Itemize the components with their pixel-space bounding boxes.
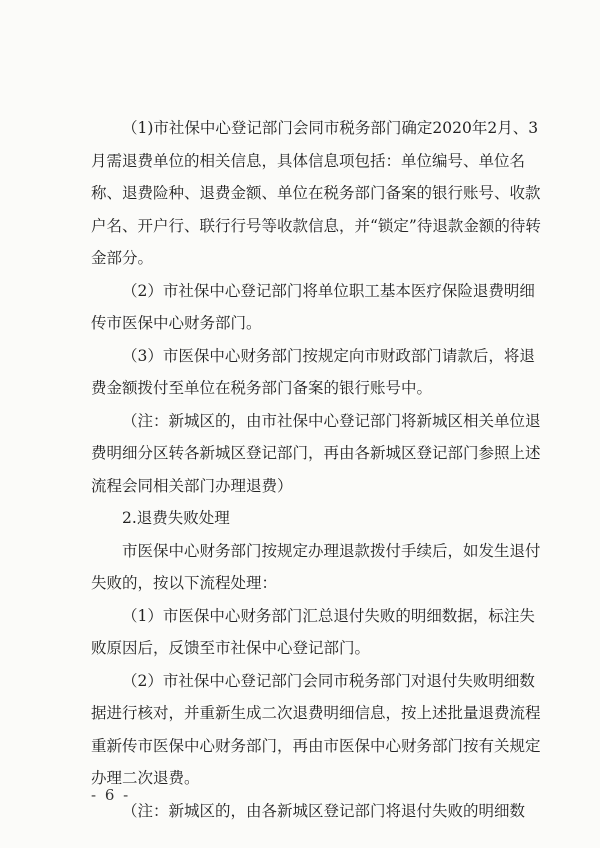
paragraph-2: （2）市社保中心登记部门将单位职工基本医疗保险退费明细传市医保中心财务部门。 [91,281,535,332]
page-number: - 6 - [91,786,131,804]
document-body [91,112,547,827]
paragraph-4-note: （注：新城区的，由市社保中心登记部门将新城区相关单位退费明细分区转各新城区登记部门，再由各新城区登记部门参照上述流程会同相关部门办理退费） [91,411,541,495]
paragraph-6: 市医保中心财务部门按规定办理退款拨付手续后，如发生退付失败的，按以下流程处理： [91,541,541,592]
paragraph-1: （1)市社保中心登记部门会同市税务部门确定2020年2月、3月需退费单位的相关信息，具体信息项包括：单位编号、单位名称、退费险种、退费金额、单位在税务部门备案的银行账号、收款户名、开户行、联行行号等收款信息，并“锁定”待退款金额的待转金部分。 [91,119,541,267]
paragraph-8: （2）市社保中心登记部门会同市税务部门对退付失败明细数据进行核对，并重新生成二次退费明细信息，按上述批量退费流程重新传市医保中心财务部门，再由市医保中心财务部门按有关规定办理二次退费。 [91,671,541,787]
section-heading: 2.退费失败处理 [122,509,230,527]
paragraph-7: （1）市医保中心财务部门汇总退付失败的明细数据，标注失败原因后，反馈至市社保中心登记部门。 [91,606,535,657]
paragraph-9-note: （注：新城区的，由各新城区登记部门将退付失败的明细数 [122,801,526,820]
paragraph-3: （3）市医保中心财务部门按规定向市财政部门请款后，将退费金额拨付至单位在税务部门备案的银行账号中。 [91,346,535,397]
